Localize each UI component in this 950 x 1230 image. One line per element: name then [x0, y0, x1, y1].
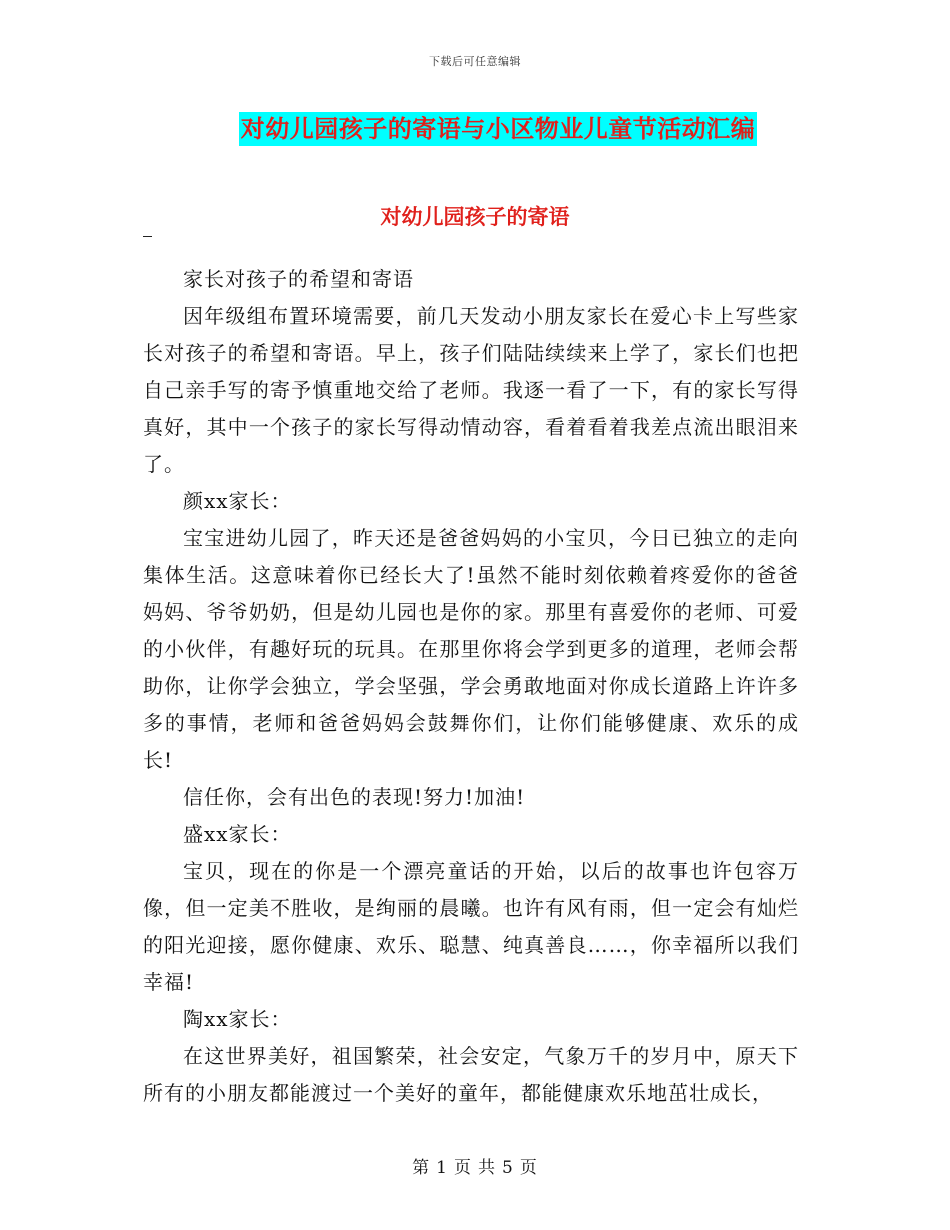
footer-page-total: 5: [502, 1158, 514, 1178]
document-title: 对幼儿园孩子的寄语与小区物业儿童节活动汇编: [239, 112, 758, 146]
paragraph: 信任你，会有出色的表现!努力!加油!: [183, 785, 526, 809]
paragraph-parent-name: 盛xx家长：: [183, 822, 292, 846]
paragraph-parent-name: 陶xx家长：: [183, 1007, 292, 1031]
paragraph-subheading: 家长对孩子的希望和寄语: [183, 267, 414, 291]
dash-mark: [143, 236, 152, 237]
page-footer: [0, 1153, 950, 1178]
section-title: 对幼儿园孩子的寄语: [380, 204, 570, 229]
footer-page-suffix: 页: [519, 1158, 538, 1178]
paragraph: 在这世界美好，祖国繁荣，社会安定，气象万千的岁月中，原天下所有的小朋友都能渡过一个美好的童年，都能健康欢乐地茁壮成长，: [143, 1044, 799, 1105]
paragraph: 因年级组布置环境需要，前几天发动小朋友家长在爱心卡上写些家长对孩子的希望和寄语。早上，孩子们陆陆续续来上学了，家长们也把自己亲手写的寄予慎重地交给了老师。我逐一看了一下，有的家长写得真好，其中一个孩子的家长写得动情动容，看着看着我差点流出眼泪来了。: [143, 304, 799, 476]
footer-page-prefix: 第: [412, 1158, 431, 1178]
paragraph: 宝宝进幼儿园了，昨天还是爸爸妈妈的小宝贝，今日已独立的走向集体生活。这意味着你已经长大了!虽然不能时刻依赖着疼爱你的爸爸妈妈、爷爷奶奶，但是幼儿园也是你的家。那里有喜爱你的老师、可爱的小伙伴，有趣好玩的玩具。在那里你将会学到更多的道理，老师会帮助你，让你学会独立，学会坚强，学会勇敢地面对你成长道路上许许多多的事情，老师和爸爸妈妈会鼓舞你们，让你们能够健康、欢乐的成长!: [143, 526, 799, 772]
document-title-container: [0, 112, 950, 146]
footer-page-mid: 页: [454, 1158, 472, 1178]
paragraph-parent-name: 颜xx家长：: [183, 489, 292, 513]
footer-total-prefix: 共: [478, 1158, 496, 1178]
paragraph: 宝贝，现在的你是一个漂亮童话的开始，以后的故事也许包容万像，但一定美不胜收，是绚丽的晨曦。也许有风有雨，但一定会有灿烂的阳光迎接，愿你健康、欢乐、聪慧、纯真善良……，你幸福所以我们幸福!: [143, 859, 799, 994]
header-note: 下载后可任意编辑: [429, 55, 521, 68]
footer-page-current: 1: [436, 1158, 448, 1178]
body-text: [143, 261, 799, 1112]
